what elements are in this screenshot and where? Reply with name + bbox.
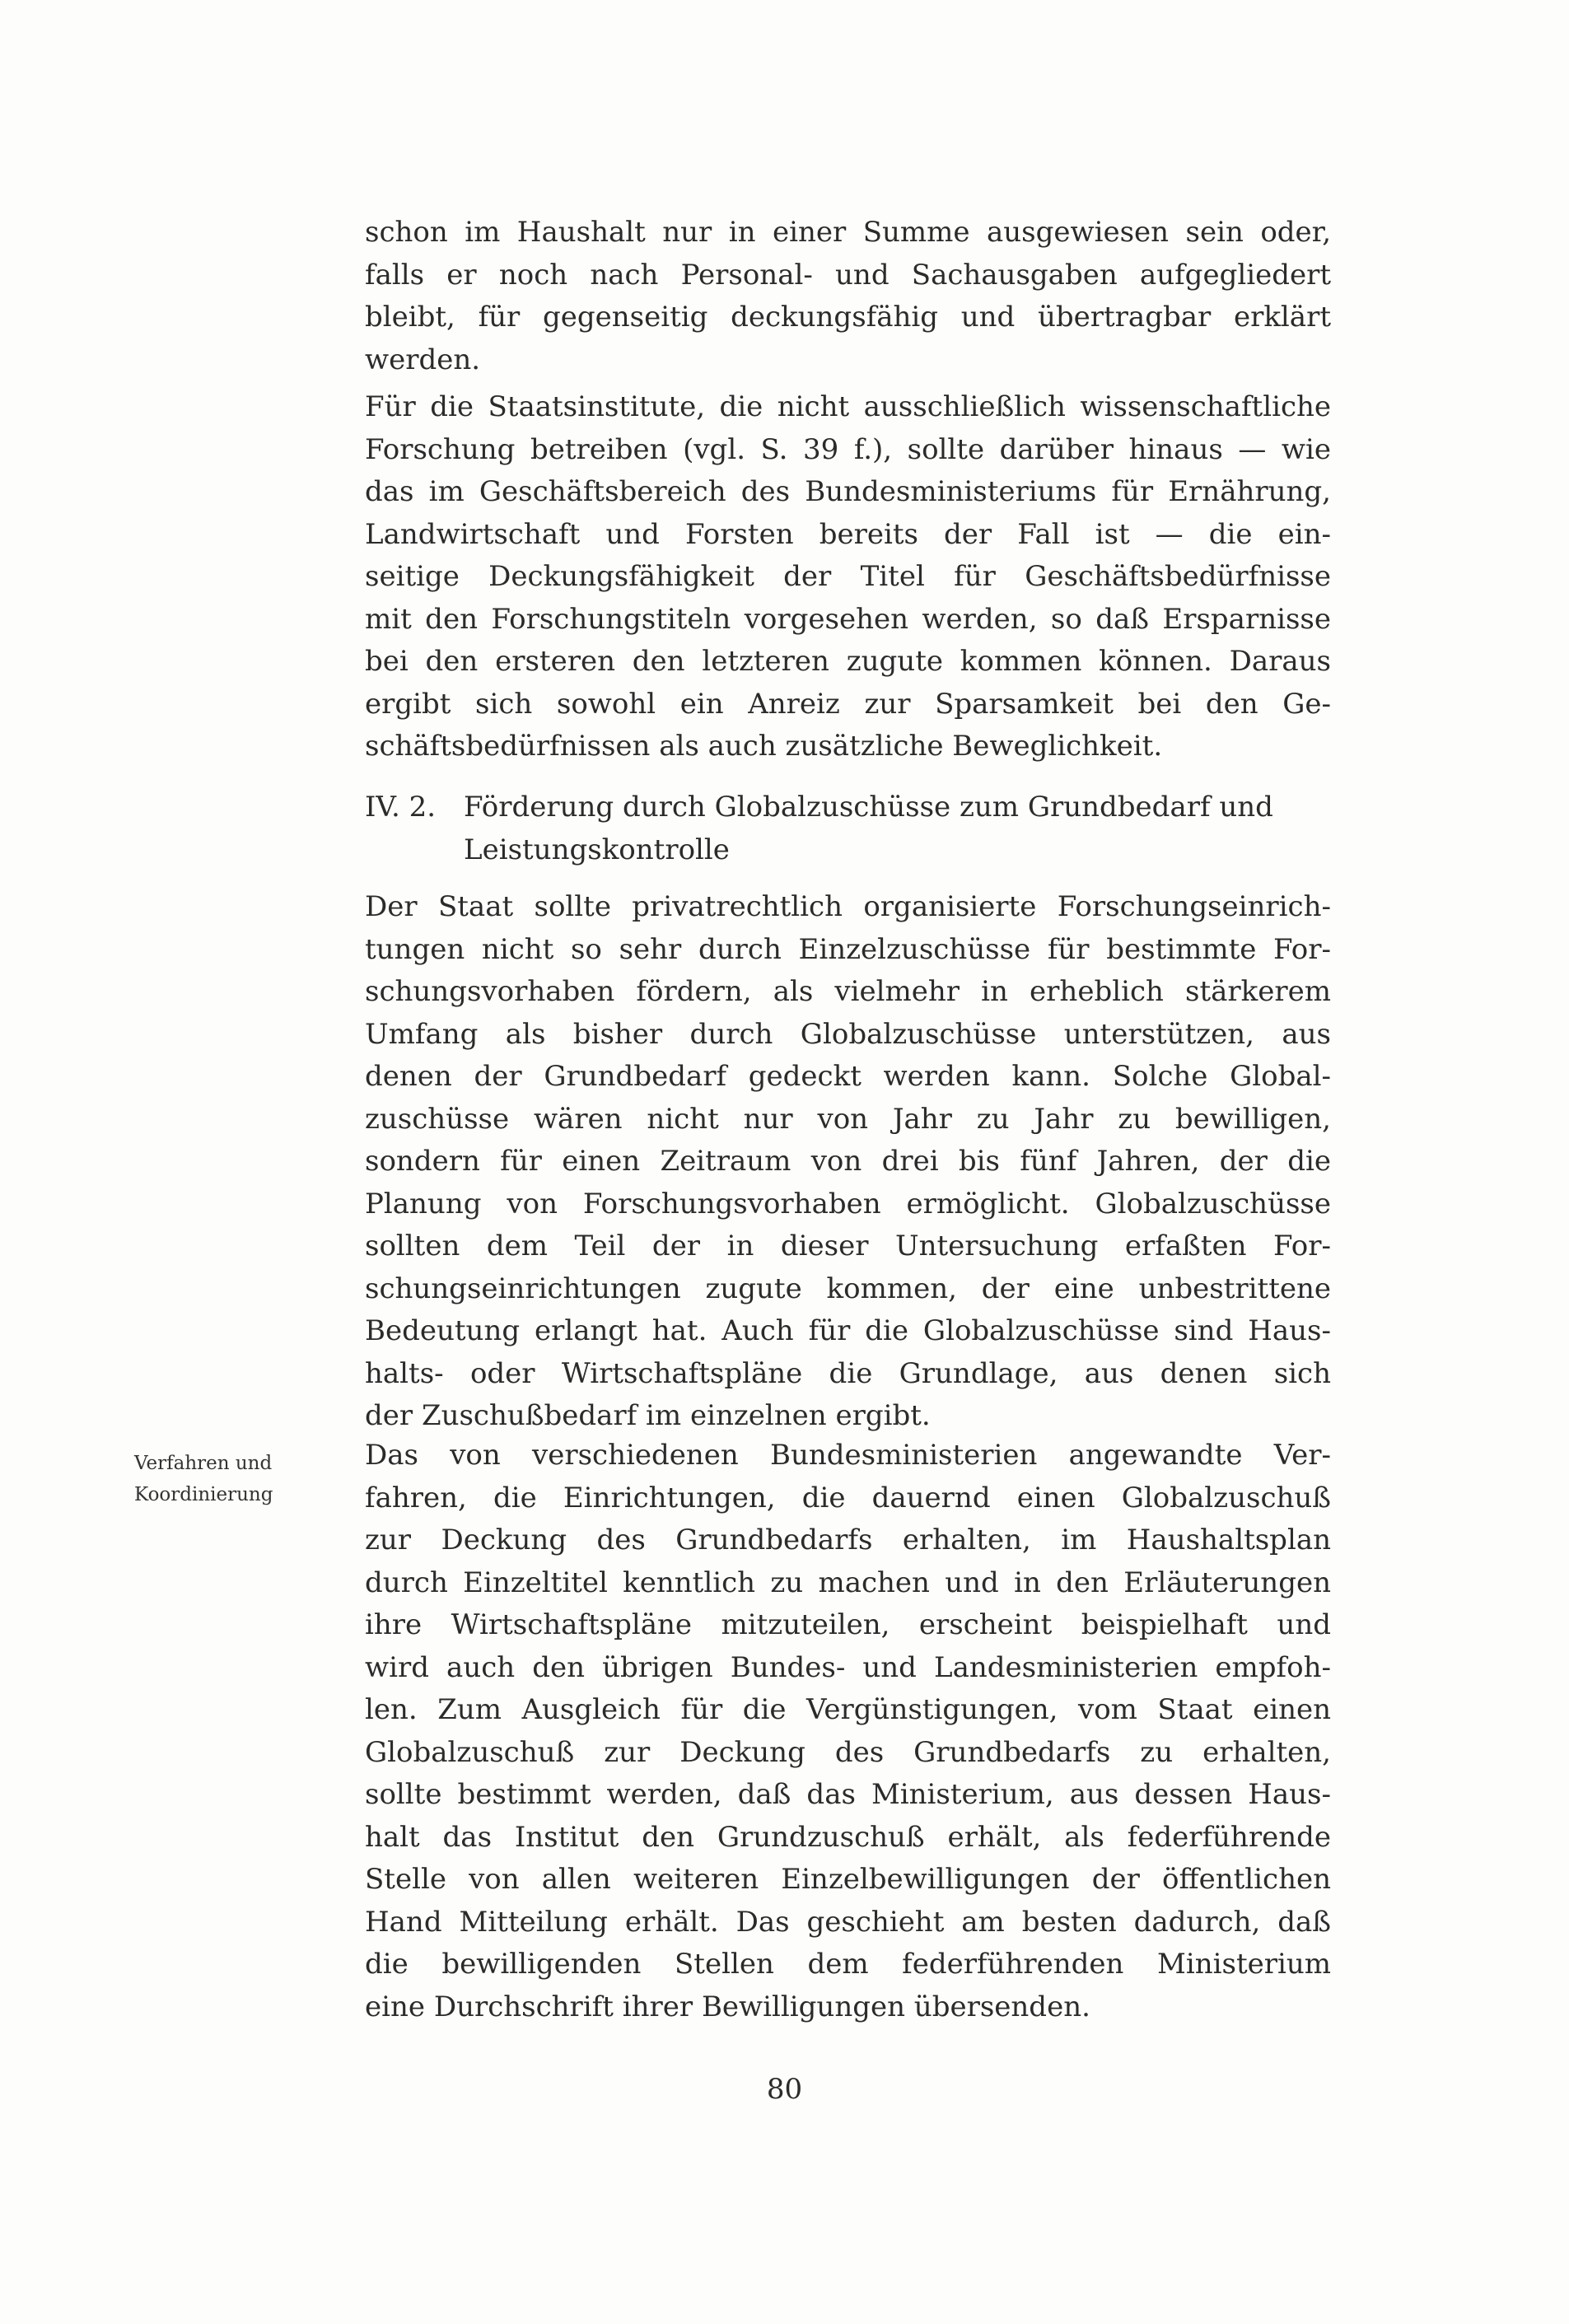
text-line: ihre Wirtschaftspläne mitzuteilen, erscheint beispielhaft und bbox=[365, 1608, 1331, 1641]
text-line: halt das Institut den Grundzuschuß erhält, als federführende bbox=[365, 1820, 1331, 1854]
margin-note bbox=[134, 1448, 273, 1510]
margin-note-line: Verfahren und bbox=[134, 1453, 273, 1474]
text-line: fahren, die Einrichtungen, die dauernd einen Globalzuschuß bbox=[365, 1481, 1331, 1514]
text-line: die bewilligenden Stellen dem federführenden Ministerium bbox=[365, 1948, 1331, 1981]
paragraph-state-institutes bbox=[365, 386, 1331, 768]
text-line: bleibt, für gegenseitig deckungsfähig und übertragbar erklärt bbox=[365, 301, 1331, 334]
text-line: zur Deckung des Grundbedarfs erhalten, im Haushaltsplan bbox=[365, 1524, 1331, 1556]
margin-note-line: Koordinierung bbox=[134, 1484, 273, 1505]
text-line: Das von verschiedenen Bundesministerien angewandte Ver- bbox=[365, 1439, 1331, 1472]
text-line: Der Staat sollte privatrechtlich organisierte Forschungseinrich- bbox=[365, 890, 1331, 923]
text-line: Umfang als bisher durch Globalzuschüsse unterstützen, aus bbox=[365, 1017, 1331, 1051]
text-line: mit den Forschungstiteln vorgesehen werden, so daß Ersparnisse bbox=[365, 602, 1331, 636]
text-line: falls er noch nach Personal- und Sachausgaben aufgegliedert bbox=[365, 258, 1331, 292]
text-line: schon im Haushalt nur in einer Summe ausgewiesen sein oder, bbox=[365, 216, 1331, 249]
text-line: schäftsbedürfnissen als auch zusätzliche Beweglichkeit. bbox=[365, 730, 1163, 763]
text-line: schungseinrichtungen zugute kommen, der eine unbestrittene bbox=[365, 1272, 1331, 1305]
text-line: Stelle von allen weiteren Einzelbewilligungen der öffentlichen bbox=[365, 1863, 1331, 1896]
text-line: wird auch den übrigen Bundes- und Landesministerien empfoh- bbox=[365, 1650, 1331, 1684]
text-line: sollten dem Teil der in dieser Untersuchung erfaßten For- bbox=[365, 1230, 1331, 1262]
section-title-line: Förderung durch Globalzuschüsse zum Grundbedarf und bbox=[464, 791, 1273, 824]
paragraph-budget-coverage bbox=[365, 212, 1331, 381]
text-line: das im Geschäftsbereich des Bundesministeriums für Ernährung, bbox=[365, 475, 1331, 508]
text-line: zuschüsse wären nicht nur von Jahr zu Jahr zu bewilligen, bbox=[365, 1102, 1331, 1136]
paragraph-global-subsidies bbox=[365, 886, 1331, 1438]
text-line: durch Einzeltitel kenntlich zu machen und in den Erläuterungen bbox=[365, 1566, 1331, 1599]
text-line: ergibt sich sowohl ein Anreiz zur Sparsamkeit bei den Ge- bbox=[365, 687, 1331, 721]
text-line: tungen nicht so sehr durch Einzelzuschüsse für bestimmte For- bbox=[365, 932, 1331, 966]
paragraph-procedure-coordination bbox=[365, 1435, 1331, 2028]
text-line: Globalzuschuß zur Deckung des Grundbedarfs zu erhalten, bbox=[365, 1735, 1331, 1769]
text-line: Landwirtschaft und Forsten bereits der Fall ist — die ein- bbox=[365, 517, 1331, 551]
text-line: Planung von Forschungsvorhaben ermöglicht. Globalzuschüsse bbox=[365, 1187, 1331, 1220]
section-heading bbox=[365, 786, 1331, 871]
section-title-line: Leistungskontrolle bbox=[464, 833, 730, 866]
page-number: 80 bbox=[766, 2073, 803, 2106]
text-line: eine Durchschrift ihrer Bewilligungen übersenden. bbox=[365, 1990, 1090, 2023]
text-line: seitige Deckungsfähigkeit der Titel für Geschäftsbedürfnisse bbox=[365, 560, 1331, 593]
text-line: Hand Mitteilung erhält. Das geschieht am besten dadurch, daß bbox=[365, 1905, 1331, 1939]
text-line: werden. bbox=[365, 343, 481, 376]
text-line: Forschung betreiben (vgl. S. 39 f.), sollte darüber hinaus — wie bbox=[365, 432, 1331, 466]
text-line: len. Zum Ausgleich für die Vergünstigungen, vom Staat einen bbox=[365, 1693, 1331, 1726]
text-line: bei den ersteren den letzteren zugute kommen können. Daraus bbox=[365, 645, 1331, 678]
text-line: sollte bestimmt werden, daß das Ministerium, aus dessen Haus- bbox=[365, 1778, 1331, 1811]
text-line: Für die Staatsinstitute, die nicht ausschließlich wissenschaftliche bbox=[365, 390, 1331, 423]
text-line: halts- oder Wirtschaftspläne die Grundlage, aus denen sich bbox=[365, 1356, 1331, 1390]
text-line: denen der Grundbedarf gedeckt werden kann. Solche Global- bbox=[365, 1060, 1331, 1093]
text-line: der Zuschußbedarf im einzelnen ergibt. bbox=[365, 1399, 931, 1432]
text-line: sondern für einen Zeitraum von drei bis fünf Jahren, der die bbox=[365, 1145, 1331, 1178]
text-line: schungsvorhaben fördern, als vielmehr in erheblich stärkerem bbox=[365, 975, 1331, 1008]
section-number: IV. 2. bbox=[365, 791, 437, 824]
text-line: Bedeutung erlangt hat. Auch für die Globalzuschüsse sind Haus- bbox=[365, 1314, 1331, 1347]
